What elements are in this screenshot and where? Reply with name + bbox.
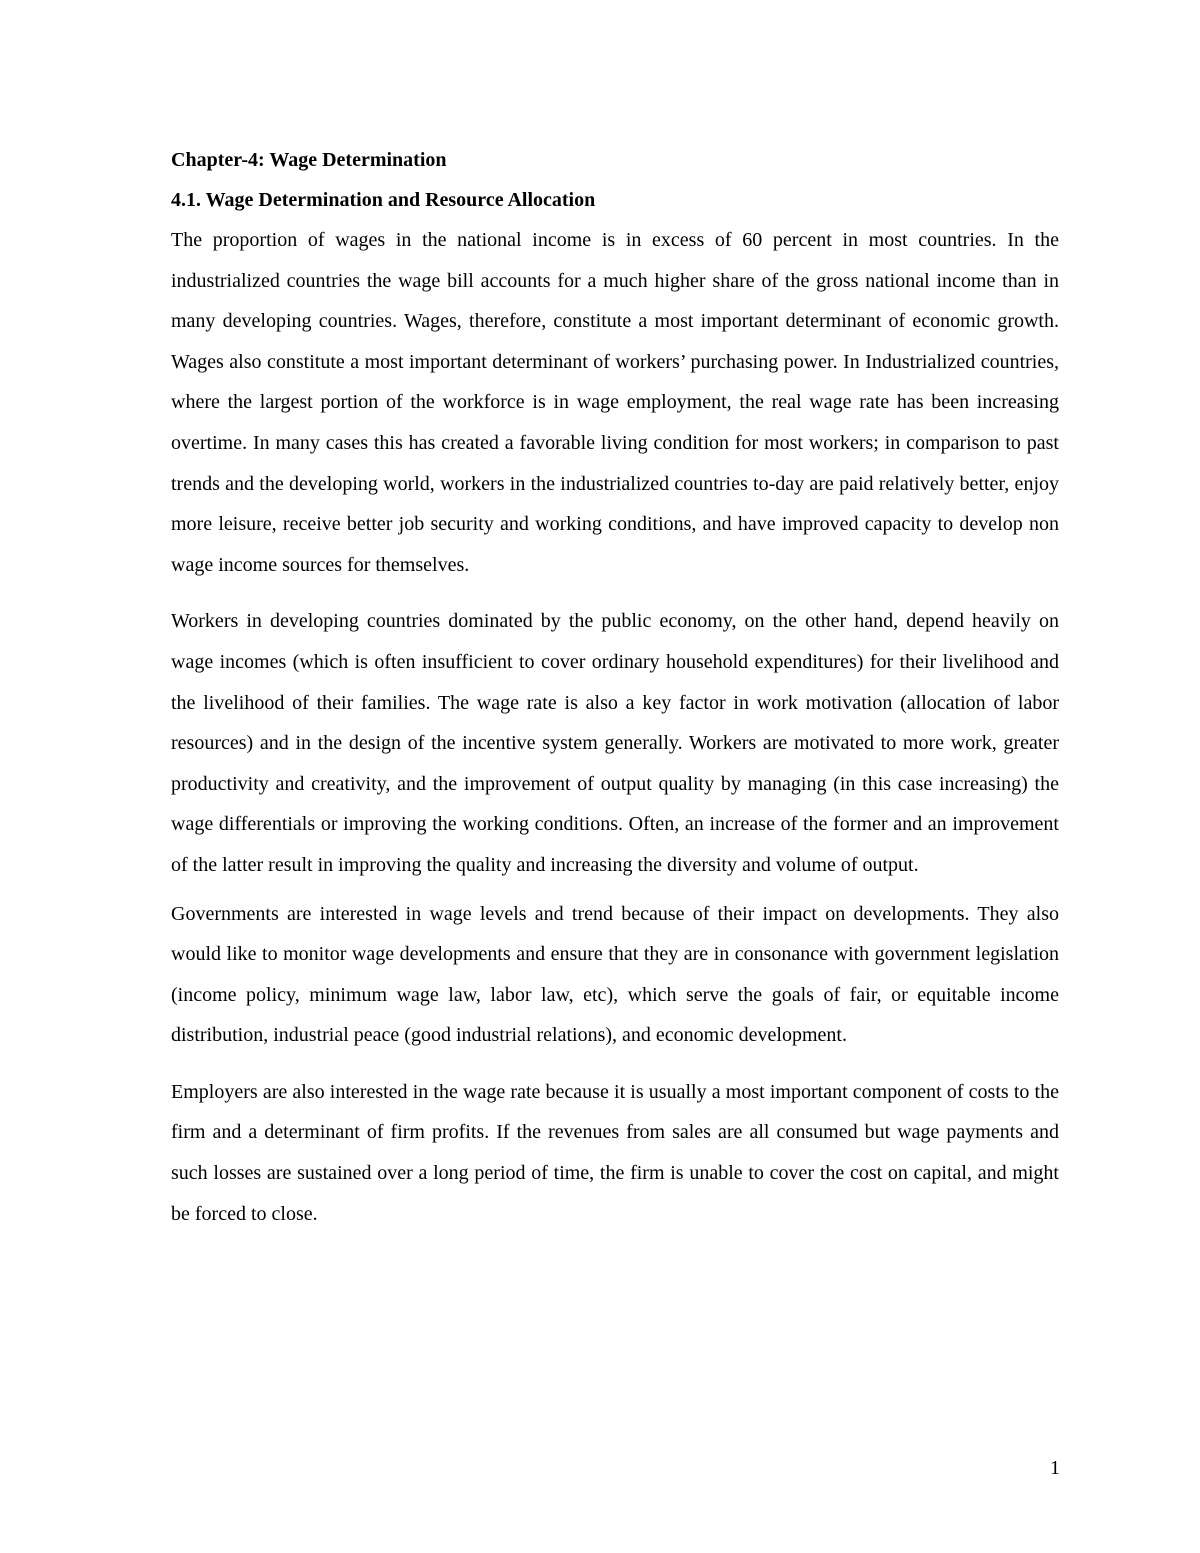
paragraph-2: Workers in developing countries dominated by the public economy, on the other hand, depend heavily on wage incomes (which is often insufficient to cover ordinary household expenditures) for their livelihood and the livelihood of their families. The wage rate is also a key factor in work motivation (allocation of labor resources) and in the design of the incentive system generally. Workers are motivated to more work, greater productivity and creativity, and the improvement of output quality by managing (in this case increasing) the wage differentials or improving the working conditions. Often, an increase of the former and an improvement of the latter result in improving the quality and increasing the diversity and volume of output. [171,610,1059,876]
paragraph-1: The proportion of wages in the national income is in excess of 60 percent in most countries. In the industrialized countries the wage bill accounts for a much higher share of the gross national income than in many developing countries. Wages, therefore, constitute a most important determinant of economic growth. Wages also constitute a most important determinant of workers’ purchasing power. In Industrialized countries, where the largest portion of the workforce is in wage employment, the real wage rate has been increasing overtime. In many cases this has created a favorable living condition for most workers; in comparison to past trends and the developing world, workers in the industrialized countries to-day are paid relatively better, enjoy more leisure, receive better job security and working conditions, and have improved capacity to develop non wage income sources for themselves. [171,229,1059,576]
section-title: 4.1. Wage Determination and Resource Allocation [171,189,596,211]
page-content [171,140,1059,1234]
chapter-title: Chapter-4: Wage Determination [171,149,447,171]
page-number: 1 [1050,1457,1060,1479]
paragraph-3: Governments are interested in wage levels and trend because of their impact on developments. They also would like to monitor wage developments and ensure that they are in consonance with government legislation (income policy, minimum wage law, labor law, etc), which serve the goals of fair, or equitable income distribution, industrial peace (good industrial relations), and economic development. [171,902,1059,1047]
paragraph-4: Employers are also interested in the wage rate because it is usually a most important component of costs to the firm and a determinant of firm profits. If the revenues from sales are all consumed but wage payments and such losses are sustained over a long period of time, the firm is unable to cover the cost on capital, and might be forced to close. [171,1080,1059,1225]
